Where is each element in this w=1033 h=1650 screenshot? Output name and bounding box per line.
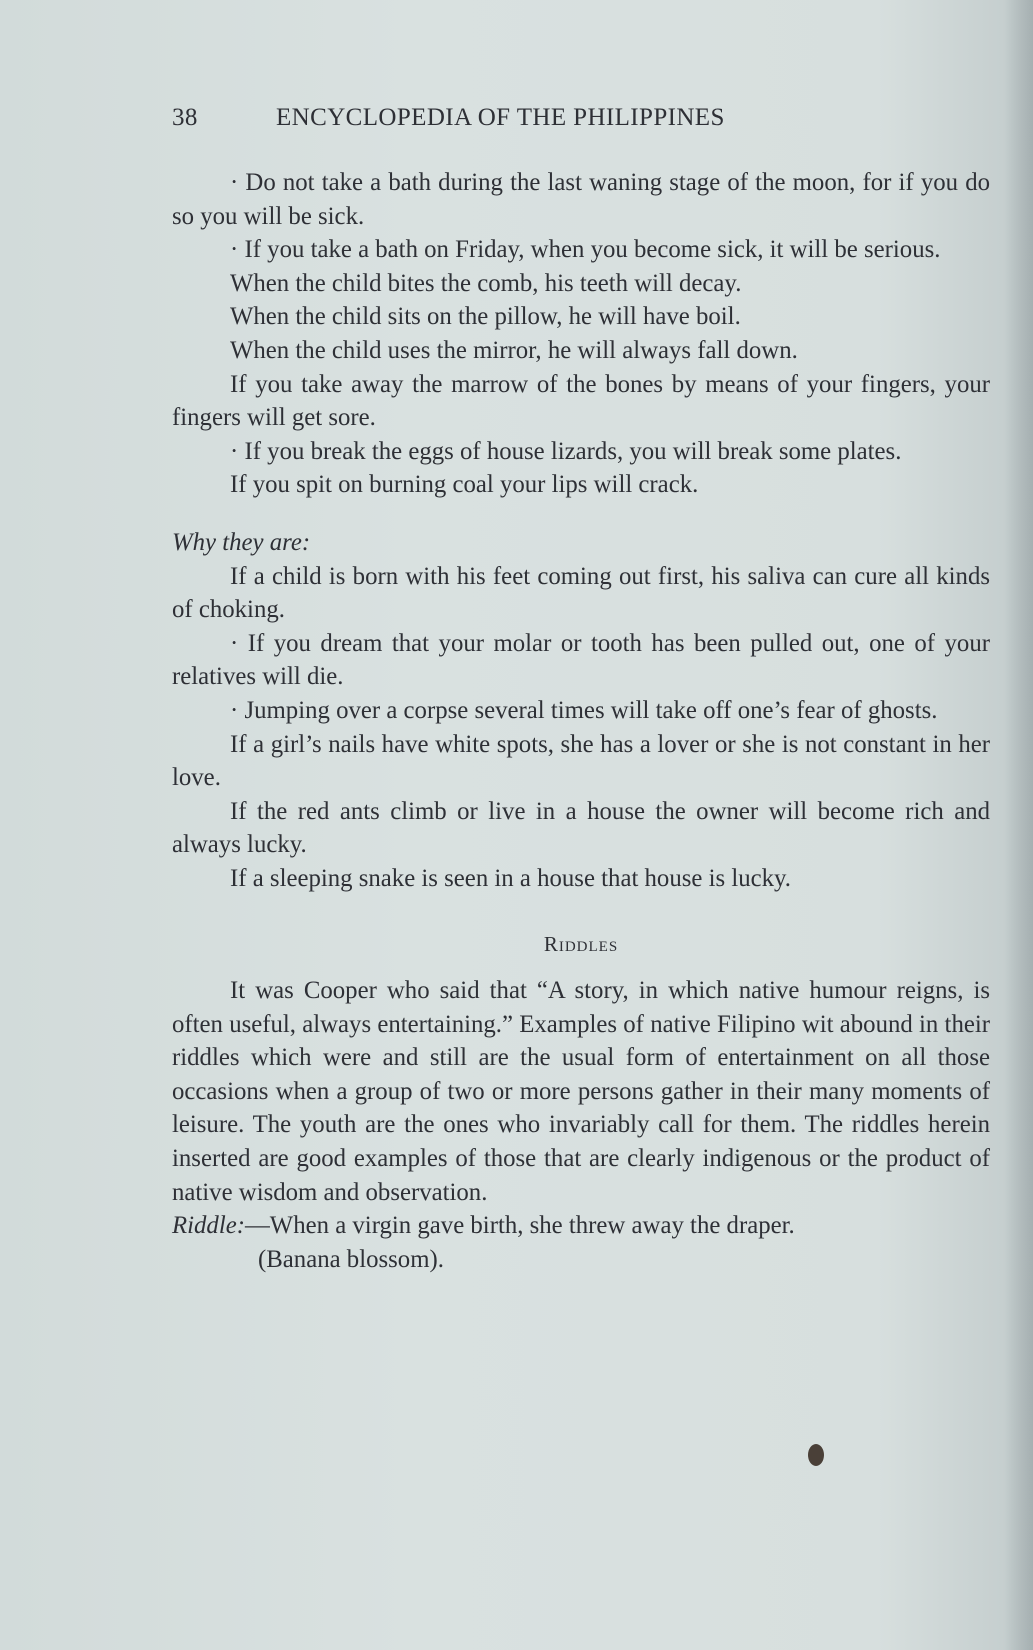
- why-they-are-heading: Why they are:: [172, 528, 311, 556]
- paragraph: · If you take a bath on Friday, when you become sick, it will be serious.: [230, 236, 941, 264]
- ink-stain: [808, 1444, 824, 1466]
- paragraph: If you take away the marrow of the bones by means of your fingers, your fingers will get sore.: [172, 370, 990, 432]
- riddle-text: —When a virgin gave birth, she threw away the draper.: [245, 1212, 795, 1240]
- paragraph: If you spit on burning coal your lips will crack.: [230, 471, 699, 499]
- running-title: ENCYCLOPEDIA OF THE PHILIPPINES: [276, 104, 725, 131]
- riddle-line: [172, 1209, 990, 1243]
- running-header: [172, 104, 892, 132]
- paragraph: If a girl’s nails have white spots, she has a lover or she is not constant in her love.: [172, 730, 990, 792]
- riddles-intro-paragraph: It was Cooper who said that “A story, in which native humour reigns, is often useful, always entertaining.” Examples of native Filipino wit abound in their riddles which were and still are the usual form of entertainment on all those occasions when a group of two or more persons gather in their many moments of leisure. The youth are the ones who invariably call for them. The riddles herein inserted are good examples of those that are clearly indigenous or the product of native wisdom and observation.: [172, 977, 990, 1206]
- paragraph: · If you dream that your molar or tooth has been pulled out, one of your relatives will die.: [172, 629, 990, 691]
- section-heading-riddles: Riddles: [543, 932, 619, 957]
- paragraph: When the child sits on the pillow, he will have boil.: [230, 303, 741, 331]
- page-body: [172, 166, 990, 1276]
- paragraph: If the red ants climb or live in a house the owner will become rich and always lucky.: [172, 797, 990, 859]
- page-number: 38: [172, 104, 198, 131]
- paragraph: When the child bites the comb, his teeth will decay.: [230, 269, 742, 297]
- paragraph: · If you break the eggs of house lizards, you will break some plates.: [230, 437, 902, 465]
- paragraph: · Jumping over a corpse several times will take off one’s fear of ghosts.: [230, 696, 938, 724]
- page-edge-shadow: [1005, 0, 1033, 1650]
- paragraph: If a sleeping snake is seen in a house that house is lucky.: [230, 864, 792, 892]
- riddle-answer: (Banana blossom).: [258, 1245, 444, 1273]
- paragraph: If a child is born with his feet coming out first, his saliva can cure all kinds of choking.: [172, 562, 990, 624]
- paragraph: · Do not take a bath during the last waning stage of the moon, for if you do so you will be sick.: [172, 169, 990, 230]
- paragraph: When the child uses the mirror, he will always fall down.: [230, 336, 798, 364]
- riddle-label: Riddle:: [172, 1212, 245, 1240]
